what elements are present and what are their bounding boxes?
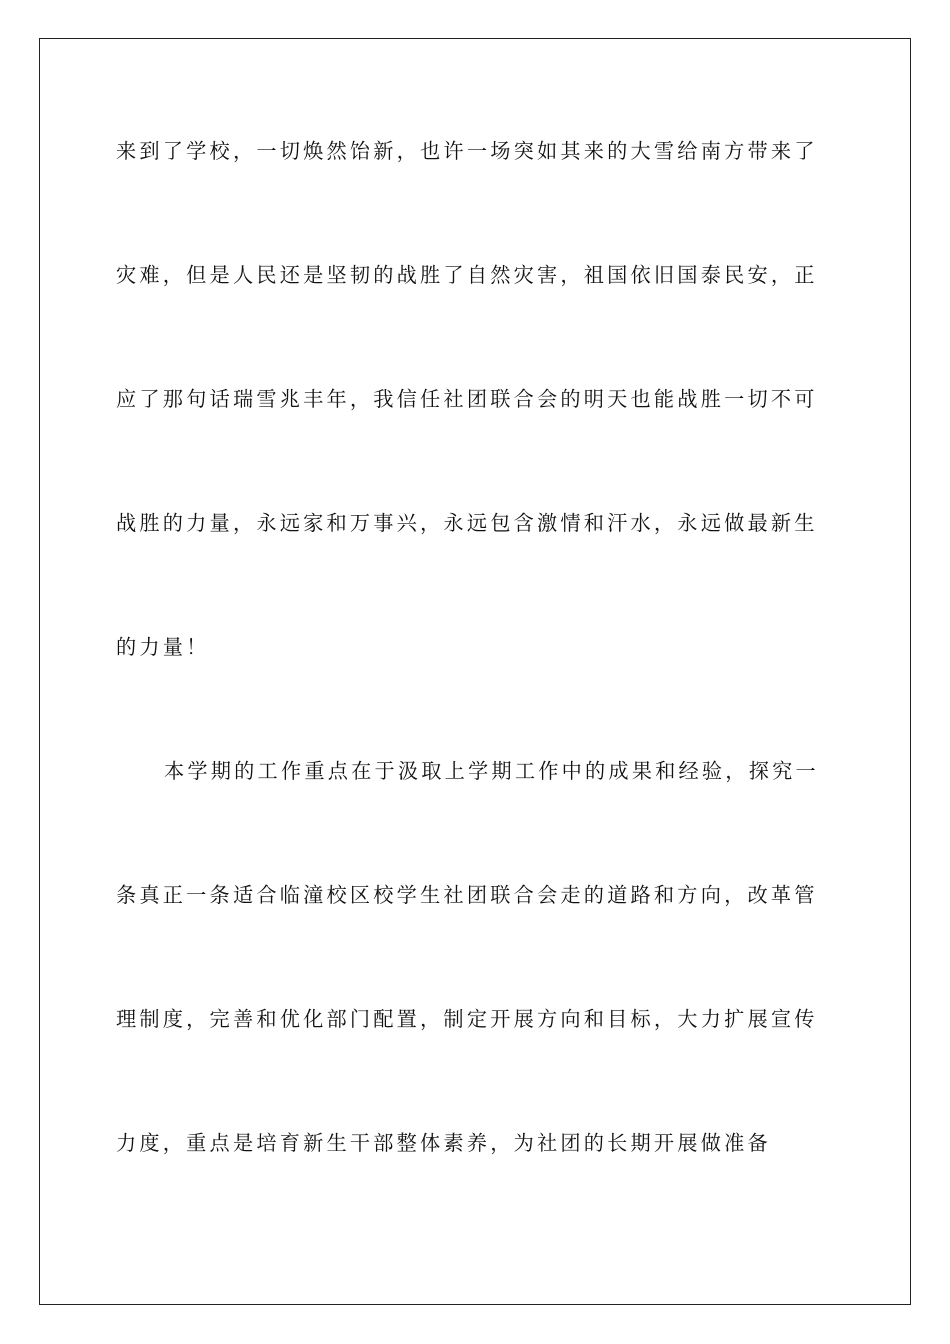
text-line: 的力量！ <box>116 635 210 659</box>
text-line: 灾难，但是人民还是坚韧的战胜了自然灾害，祖国依旧国泰民安，正 <box>116 263 818 287</box>
text-line: 力度，重点是培育新生干部整体素养，为社团的长期开展做准备 <box>116 1131 771 1155</box>
text-line: 本学期的工作重点在于汲取上学期工作中的成果和经验，探究一 <box>164 759 819 783</box>
text-line: 条真正一条适合临潼校区校学生社团联合会走的道路和方向，改革管 <box>116 883 818 907</box>
text-line: 战胜的力量，永远家和万事兴，永远包含激情和汗水，永远做最新生 <box>116 511 818 535</box>
text-line: 来到了学校，一切焕然饴新，也许一场突如其来的大雪给南方带来了 <box>116 139 818 163</box>
page-border <box>39 38 911 1305</box>
text-line: 应了那句话瑞雪兆丰年，我信任社团联合会的明天也能战胜一切不可 <box>116 387 818 411</box>
text-line: 理制度，完善和优化部门配置，制定开展方向和目标，大力扩展宣传 <box>116 1007 818 1031</box>
